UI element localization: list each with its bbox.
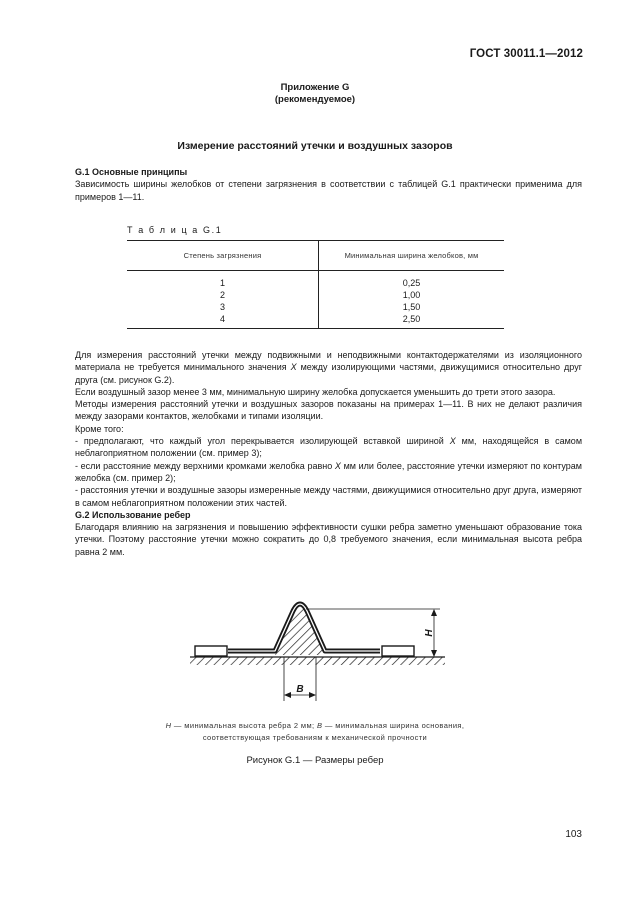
page-title: Измерение расстояний утечки и воздушных зазоров (177, 140, 453, 152)
section-g1 (75, 166, 582, 203)
table-cell-degree: 4 (127, 313, 319, 329)
figure-legend-line-1: H — минимальная высота ребра 2 мм; B — минимальная ширина основания, (165, 721, 465, 730)
h-label: H (424, 629, 435, 637)
annex-status: (рекомендуемое) (274, 94, 356, 105)
b-label: B (296, 684, 304, 695)
table-cell-degree: 3 (127, 301, 319, 313)
section-g1-heading: G.1 Основные принципы (75, 167, 188, 177)
paragraph-3: Методы измерения расстояний утечки и воздушных зазоров показаны на примерах 1—11. В них не делают различия между зазорами контактов, желобками и типами изоляции. (75, 399, 582, 422)
standard-number: ГОСТ 30011.1—2012 (469, 48, 583, 60)
figure-legend-line-2: соответствующая требованиям к механической прочности (202, 733, 428, 742)
left-conductor (195, 646, 227, 656)
paragraph-4: Кроме того: (75, 423, 124, 434)
bullet-2: - если расстояние между верхними кромками желобка равно X мм или более, расстояние утечки измеряют по контурам желобка (см. пример 2); (75, 460, 582, 483)
bullet-1: - предполагают, что каждый угол перекрывается изолирующей вставкой шириной X мм, находящейся в самом неблагоприятном положении (см. пример 3); (75, 436, 583, 459)
table-cell-width: 1,50 (402, 302, 421, 312)
table-caption: Т а б л и ц а G.1 (127, 225, 223, 235)
section-g2-heading: G.2 Использование ребер (75, 509, 191, 520)
table-header-degree: Степень загрязнения (127, 241, 319, 271)
pollution-table (127, 240, 504, 329)
table-cell-degree: 1 (127, 271, 319, 290)
table-header-width: Минимальная ширина желобков, мм (319, 241, 505, 271)
rib-diagram (190, 595, 450, 710)
table-row (127, 301, 504, 313)
page-number: 103 (565, 829, 582, 840)
section-g1-intro: Зависимость ширины желобков от степени загрязнения в соответствии с таблицей G.1 практически применима для примеров 1—11. (75, 179, 582, 202)
right-conductor (382, 646, 414, 656)
table-cell-degree: 2 (127, 289, 319, 301)
annex-title: Приложение G (280, 82, 350, 93)
section-g2-text: Благодаря влиянию на загрязнения и повышению эффективности сушки ребра заметно уменьшают образование тока утечки. Поэтому расстояние утечки можно сократить до 0,8 требуемого значения, если минимальная высота ребра равна 2 мм. (75, 522, 582, 557)
ground-hatching (190, 657, 445, 665)
table-cell-width: 2,50 (319, 313, 505, 329)
body-text (75, 349, 582, 558)
table-cell-width: 1,00 (402, 290, 421, 300)
paragraph-1: Для измерения расстояний утечки между подвижными и неподвижными контактодержателями из изоляционного материала не требуется минимального значения X между изолирующими частями, движущимися относительно друг друга (см. рисунок G.2). (75, 350, 582, 385)
paragraph-2: Если воздушный зазор менее 3 мм, минимальную ширину желобка допускается уменьшить до трети этого зазора. (75, 386, 556, 397)
table-row (127, 313, 504, 329)
bullet-3: - расстояния утечки и воздушные зазоры измеренные между частями, движущимися относительно друг друга, измеряют в самом неблагоприятном положении этих частей. (75, 485, 582, 508)
table-row (127, 271, 504, 290)
figure-caption: Рисунок G.1 — Размеры ребер (246, 755, 384, 766)
table-row (127, 289, 504, 301)
table-cell-width: 0,25 (402, 278, 421, 288)
